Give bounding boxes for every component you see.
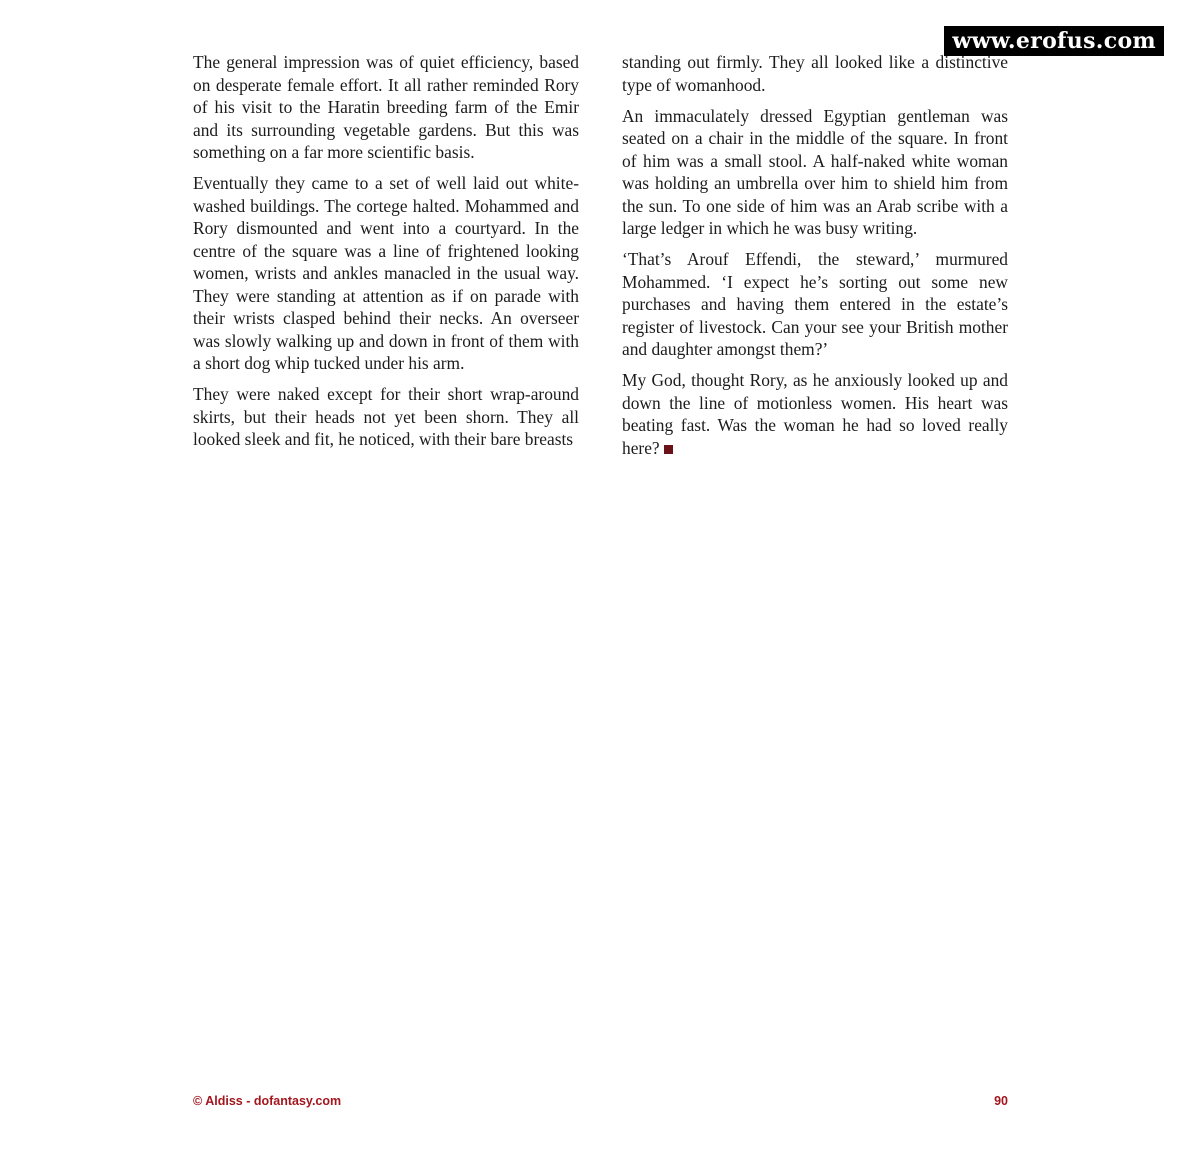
end-of-story-icon [664, 445, 673, 454]
paragraph: The general impression was of quiet efficiency, based on desperate female effort. It all rather reminded Rory of his visit to the Haratin breeding farm of the Emir and its surrounding vegetable gardens. But this was something on a far more scientific basis. [193, 52, 579, 162]
paragraph: ‘That’s Arouf Effendi, the steward,’ murmured Mohammed. ‘I expect he’s sorting out some new purchases and having them entered in the estate’s register of livestock. Can your see your British mother and daughter amongst them?’ [622, 249, 1008, 359]
left-column [193, 51, 579, 459]
paragraph: Eventually they came to a set of well laid out white-washed buildings. The cortege halted. Mohammed and Rory dismounted and went into a courtyard. In the centre of the square was a line of frightened looking women, wrists and ankles manacled in the usual way. They were standing at attention as if on parade with their wrists clasped behind their necks. An overseer was slowly walking up and down in front of them with a short dog whip tucked under his arm. [193, 173, 579, 373]
paragraph: standing out firmly. They all looked like a distinctive type of womanhood. [622, 52, 1008, 95]
final-paragraph-text: My God, thought Rory, as he anxiously looked up and down the line of motionless women. His heart was beating fast. Was the woman he had so loved really here? [622, 370, 1008, 458]
paragraph: They were naked except for their short wrap-around skirts, but their heads not yet been shorn. They all looked sleek and fit, he noticed, with their bare breasts [193, 384, 579, 449]
final-paragraph [622, 369, 1008, 459]
page-number: 90 [994, 1094, 1008, 1108]
footer-copyright: © Aldiss - dofantasy.com [193, 1094, 342, 1108]
watermark: www.erofus.com [944, 26, 1164, 56]
paragraph: An immaculately dressed Egyptian gentleman was seated on a chair in the middle of the square. In front of him was a small stool. A half-naked white woman was holding an umbrella over him to shield him from the sun. To one side of him was an Arab scribe with a large ledger in which he was busy writing. [622, 105, 1008, 238]
right-column [622, 51, 1008, 468]
